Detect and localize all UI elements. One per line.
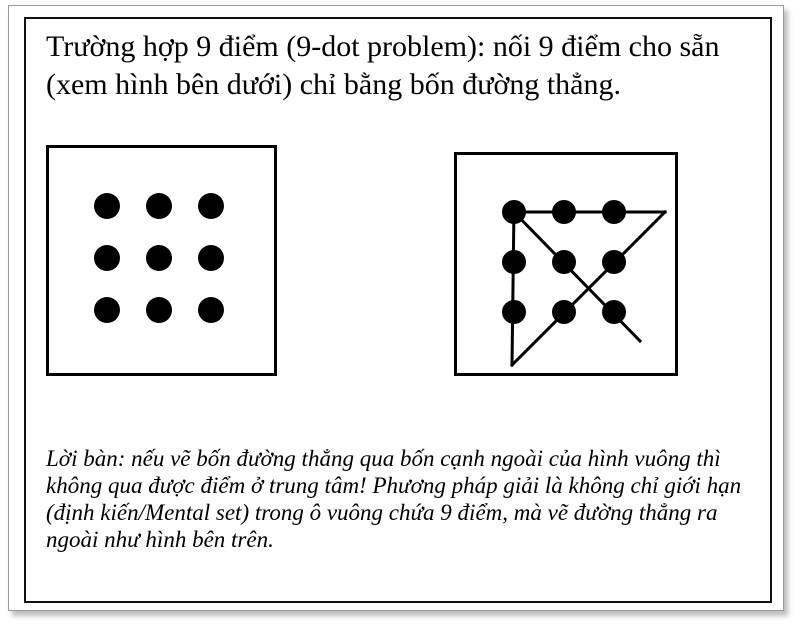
solution-dot-r2-c2: [552, 250, 576, 274]
solution-note: Lời bàn: nếu vẽ bốn đường thẳng qua bốn cạnh ngoài của hình vuông thì không qua được điểm ở trung tâm! Phương pháp giải là không chỉ giới hạn (định kiến/Mental set) trong ô vuông chứa 9 điểm, mà vẽ đường thẳng ra ngoài như hình bên trên.: [46, 446, 742, 552]
nine-dot-solution-svg: [457, 155, 675, 373]
dot-r2-c1: [94, 245, 120, 271]
dot-r3-c3: [198, 297, 224, 323]
solution-line-3: [512, 207, 514, 365]
solution-dot-r1-c3: [602, 200, 626, 224]
solution-dot-r3-c1: [502, 300, 526, 324]
solution-dot-r2-c1: [502, 250, 526, 274]
solution-dot-r1-c2: [552, 200, 576, 224]
dot-r3-c1: [94, 297, 120, 323]
dot-r2-c2: [146, 245, 172, 271]
dot-r3-c2: [146, 297, 172, 323]
dot-r2-c3: [198, 245, 224, 271]
dot-r1-c1: [94, 193, 120, 219]
intro-text: Trường hợp 9 điểm (9-dot problem): nối 9 điểm cho sẵn (xem hình bên dưới) chỉ bằng bốn đường thẳng.: [46, 30, 720, 101]
solution-dot-r2-c3: [602, 250, 626, 274]
nine-dot-puzzle-svg: [49, 148, 274, 373]
nine-dot-solution-figure: [454, 152, 678, 376]
solution-dot-r3-c3: [602, 300, 626, 324]
nine-dot-puzzle-figure: [46, 145, 277, 376]
dot-r1-c3: [198, 193, 224, 219]
solution-dot-r3-c2: [552, 300, 576, 324]
dot-r1-c2: [146, 193, 172, 219]
solution-dot-r1-c1: [502, 200, 526, 224]
